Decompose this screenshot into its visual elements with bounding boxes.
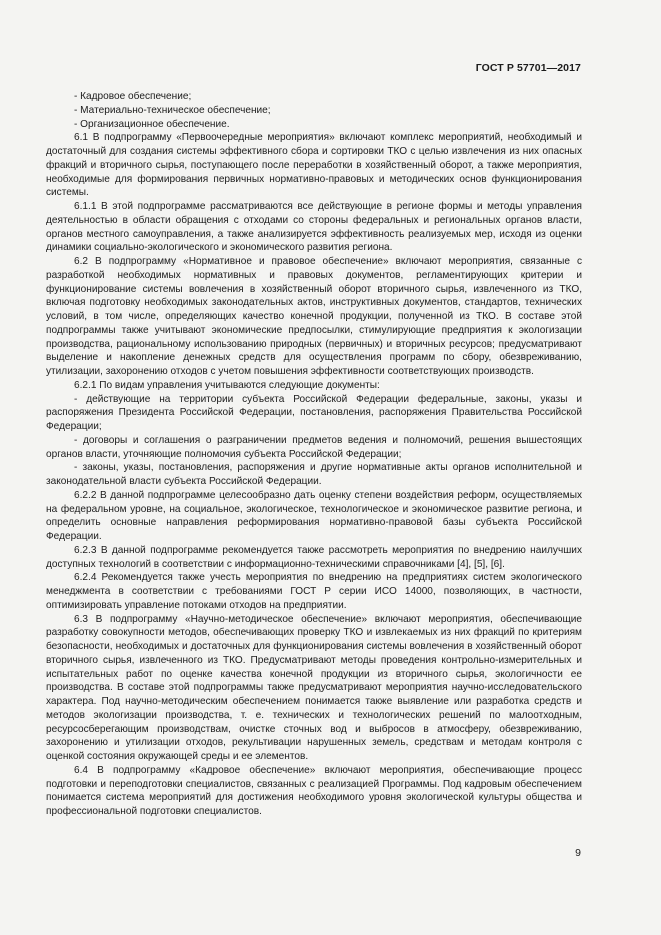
paragraph-6-4: 6.4 В подпрограмму «Кадровое обеспечение» включают мероприятия, обеспечивающие процесс подготовки и переподготовки специалистов, связанных с реализацией Программы. Под кадровым обеспечением понимается система мероприятий для достижения необходимого уровня экологической культуры общества и профессиональной подготовки специалистов. xyxy=(46,764,582,817)
list-item: - договоры и соглашения о разграничении предметов ведения и полномочий, решения вышестоящих органов власти, уточняющие полномочия субъекта Российской Федерации; xyxy=(46,434,582,460)
paragraph-6-2: 6.2 В подпрограмму «Нормативное и правовое обеспечение» включают мероприятия, связанные с разработкой необходимых нормативных и правовых документов, регламентирующих критерии и функционирование системы вовлечения в хозяйственный оборот вторичного сырья, извлеченного из ТКО, включая подготовку необходимых законодательных актов, инструктивных документов, стандартов, технических условий, в том числе, определяющих качество конечной продукции, полученной из ТКО. В составе этой подпрограммы также учитывают экономические предпосылки, стимулирующие предприятия к экологизации производства, рациональному использованию природных (первичных) и вторичных ресурсов; предусматривают выделение и накопление денежных средств для осуществления программ по сбору, обезвреживанию, утилизации, захоронению отходов с учетом повышения эффективности соответствующих производств. xyxy=(46,256,582,377)
document-code-header: ГОСТ Р 57701—2017 xyxy=(475,62,581,74)
paragraph-6-1: 6.1 В подпрограмму «Первоочередные мероприятия» включают комплекс мероприятий, необходимый и достаточный для создания системы эффективного сбора и сортировки ТКО с целью извлечения из них опасных фракций и вторичного сырья, поступающего после переработки в хозяйственный оборот, а также мероприятия, необходимые для формирования первичных нормативно-правовых и методических основ функционирования системы. xyxy=(46,132,582,199)
list-item: - действующие на территории субъекта Российской Федерации федеральные, законы, указы и распоряжения Президента Российской Федерации, постановления, распоряжения Правительства Российской Федерации; xyxy=(46,393,582,432)
list-item: - Кадровое обеспечение; xyxy=(74,91,192,102)
paragraph-6-2-1: 6.2.1 По видам управления учитываются следующие документы: xyxy=(74,379,380,391)
paragraph-6-2-3: 6.2.3 В данной подпрограмме рекомендуется также рассмотреть мероприятия по внедрению наилучших доступных технологий в соответствии с информационно-техническими справочниками [4], [5], [6]. xyxy=(46,544,582,570)
list-item: - законы, указы, постановления, распоряжения и другие нормативные акты органов исполнительной и законодательной власти субъекта Российской Федерации. xyxy=(46,462,582,487)
list-item: - Организационное обеспечение. xyxy=(74,118,230,130)
document-body xyxy=(46,90,582,819)
paragraph-6-2-4: 6.2.4 Рекомендуется также учесть мероприятия по внедрению на предприятиях систем экологического менеджмента в соответствии с требованиями ГОСТ Р серии ИСО 14000, позволяющих, в частности, оптимизировать управление потоками отходов на предприятии. xyxy=(46,572,582,611)
paragraph-6-3: 6.3 В подпрограмму «Научно-методическое обеспечение» включают мероприятия, обеспечивающие разработку совокупности методов, обеспечивающих проверку ТКО и извлекаемых из них фракций по критериям безопасности, необходимых и достаточных для функционирования системы вовлечения в хозяйственный оборот вторичного сырья, извлеченного из ТКО. Предусматривают методы проведения контрольно-измерительных и испытательных работ по оценке качества конечной продукции из вторичного сырья, экологичности ее производства. В составе этой подпрограммы также предусматривают мероприятия научно-исследовательского характера. Под научно-методическим обеспечением понимается также выявление или разработка средств и методов экологизации производства, т. е. технических и технологических решений по малоотходным, ресурсосберегающим производствам, очистке сточных вод и выбросов в атмосферу, обезвреживанию, захоронению и утилизации отходов, рекультивации нарушенных земель, средствам и методам контроля с оценкой состояния окружающей среды и ее элементов. xyxy=(46,613,582,762)
paragraph-6-2-2: 6.2.2 В данной подпрограмме целесообразно дать оценку степени воздействия реформ, осуществляемых на федеральном уровне, на социальное, экологическое, технологическое и экономическое развитие региона, и определить основные направления реформирования нормативно-правовой базы субъекта Российской Федерации. xyxy=(46,489,582,542)
page-number: 9 xyxy=(575,847,581,859)
paragraph-6-1-1: 6.1.1 В этой подпрограмме рассматриваются все действующие в регионе формы и методы управления деятельностью в области обращения с отходами со стороны федеральных и региональных органов власти, органов местного самоуправления, а также анализируется эффективность реализуемых мер, исходя из оценки динамики социально-экологического и экономического развития региона. xyxy=(46,201,582,254)
list-item: - Материально-техническое обеспечение; xyxy=(74,104,271,116)
